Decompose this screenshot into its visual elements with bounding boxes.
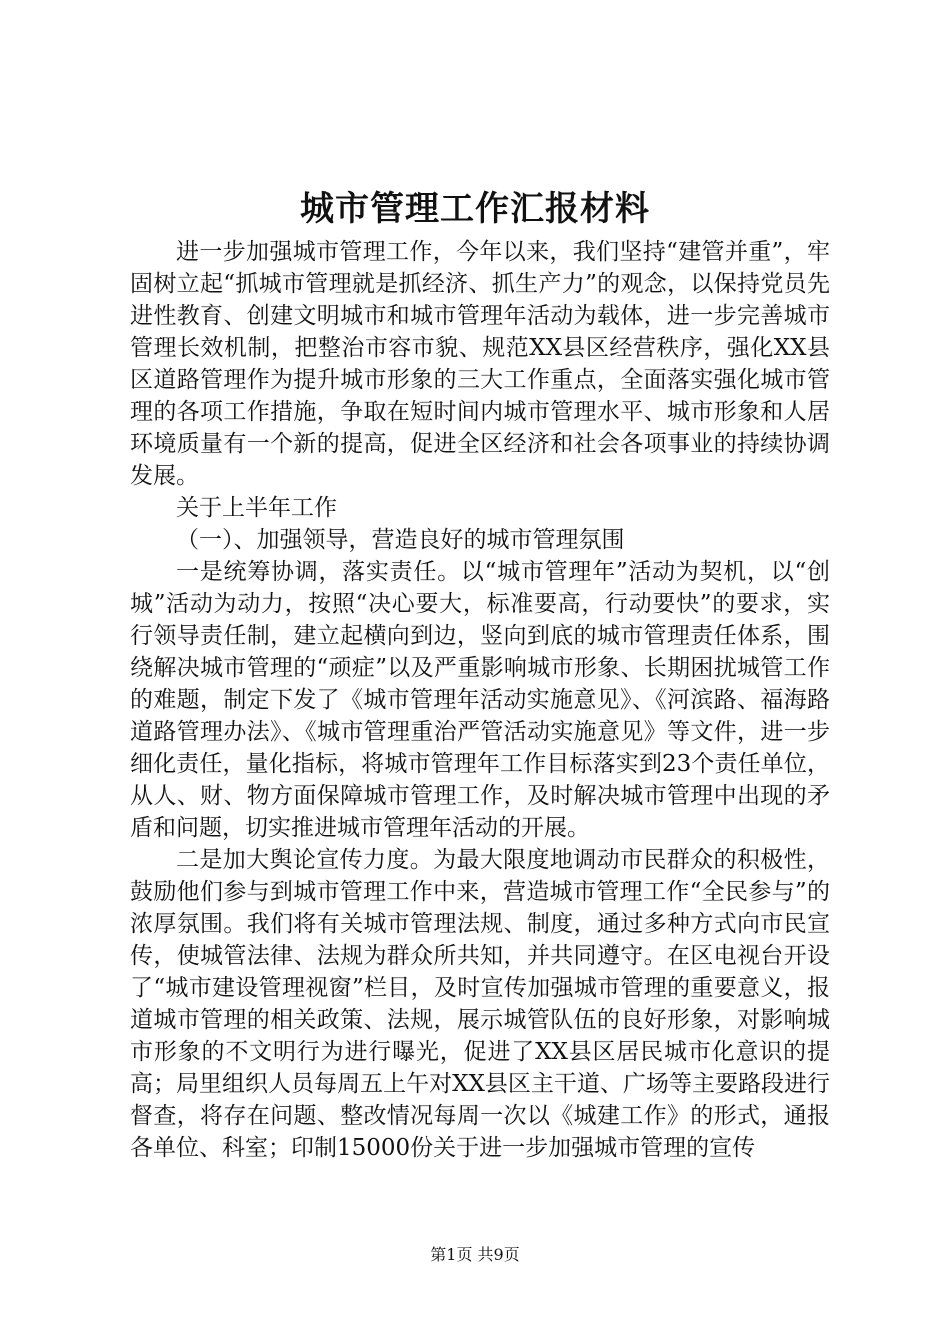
page-number-footer: 第1页 共9页 [430, 1245, 520, 1264]
paragraph-intro: 进一步加强城市管理工作，今年以来，我们坚持“建管并重”，牢固树立起“抓城市管理就是抓经济、抓生产力”的观念，以保持党员先进性教育、创建文明城市和城市管理年活动为载体，进一步完善城市管理长效机制，把整治市容市貌、规范XX县区经营秩序，强化XX县区道路管理作为提升城市形象的三大工作重点，全面落实强化城市管理的各项工作措施，争取在短时间内城市管理水平、城市形象和人居环境质量有一个新的提高，促进全区经济和社会各项事业的持续协调发展。 [130, 239, 830, 489]
section-heading: 关于上半年工作 [176, 495, 337, 521]
subsection-heading: （一）、加强领导，营造良好的城市管理氛围 [176, 527, 625, 553]
document-title: 城市管理工作汇报材料 [300, 189, 650, 229]
paragraph-publicity: 二是加大舆论宣传力度。为最大限度地调动市民群众的积极性，鼓励他们参与到城市管理工作中来，营造城市管理工作“全民参与”的浓厚氛围。我们将有关城市管理法规、制度，通过多种方式向市民宣传，使城管法律、法规为群众所共知，并共同遵守。在区电视台开设了“城市建设管理视窗”栏目，及时宣传加强城市管理的重要意义，报道城市管理的相关政策、法规，展示城管队伍的良好形象，对影响城市形象的不文明行为进行曝光，促进了XX县区居民城市化意识的提高；局里组织人员每周五上午对XX县区主干道、广场等主要路段进行督查，将存在问题、整改情况每周一次以《城建工作》的形式，通报各单位、科室；印制15000份关于进一步加强城市管理的宣传 [130, 847, 830, 1161]
document-body [130, 236, 830, 1164]
paragraph-coordination: 一是统筹协调，落实责任。以“城市管理年”活动为契机，以“创城”活动为动力，按照“决心要大，标准要高，行动要快”的要求，实行领导责任制，建立起横向到边，竖向到底的城市管理责任体系，围绕解决城市管理的“顽症”以及严重影响城市形象、长期困扰城管工作的难题，制定下发了《城市管理年活动实施意见》、《河滨路、福海路道路管理办法》、《城市管理重治严管活动实施意见》等文件，进一步细化责任，量化指标，将城市管理年工作目标落实到23个责任单位，从人、财、物方面保障城市管理工作，及时解决城市管理中出现的矛盾和问题，切实推进城市管理年活动的开展。 [130, 559, 830, 841]
